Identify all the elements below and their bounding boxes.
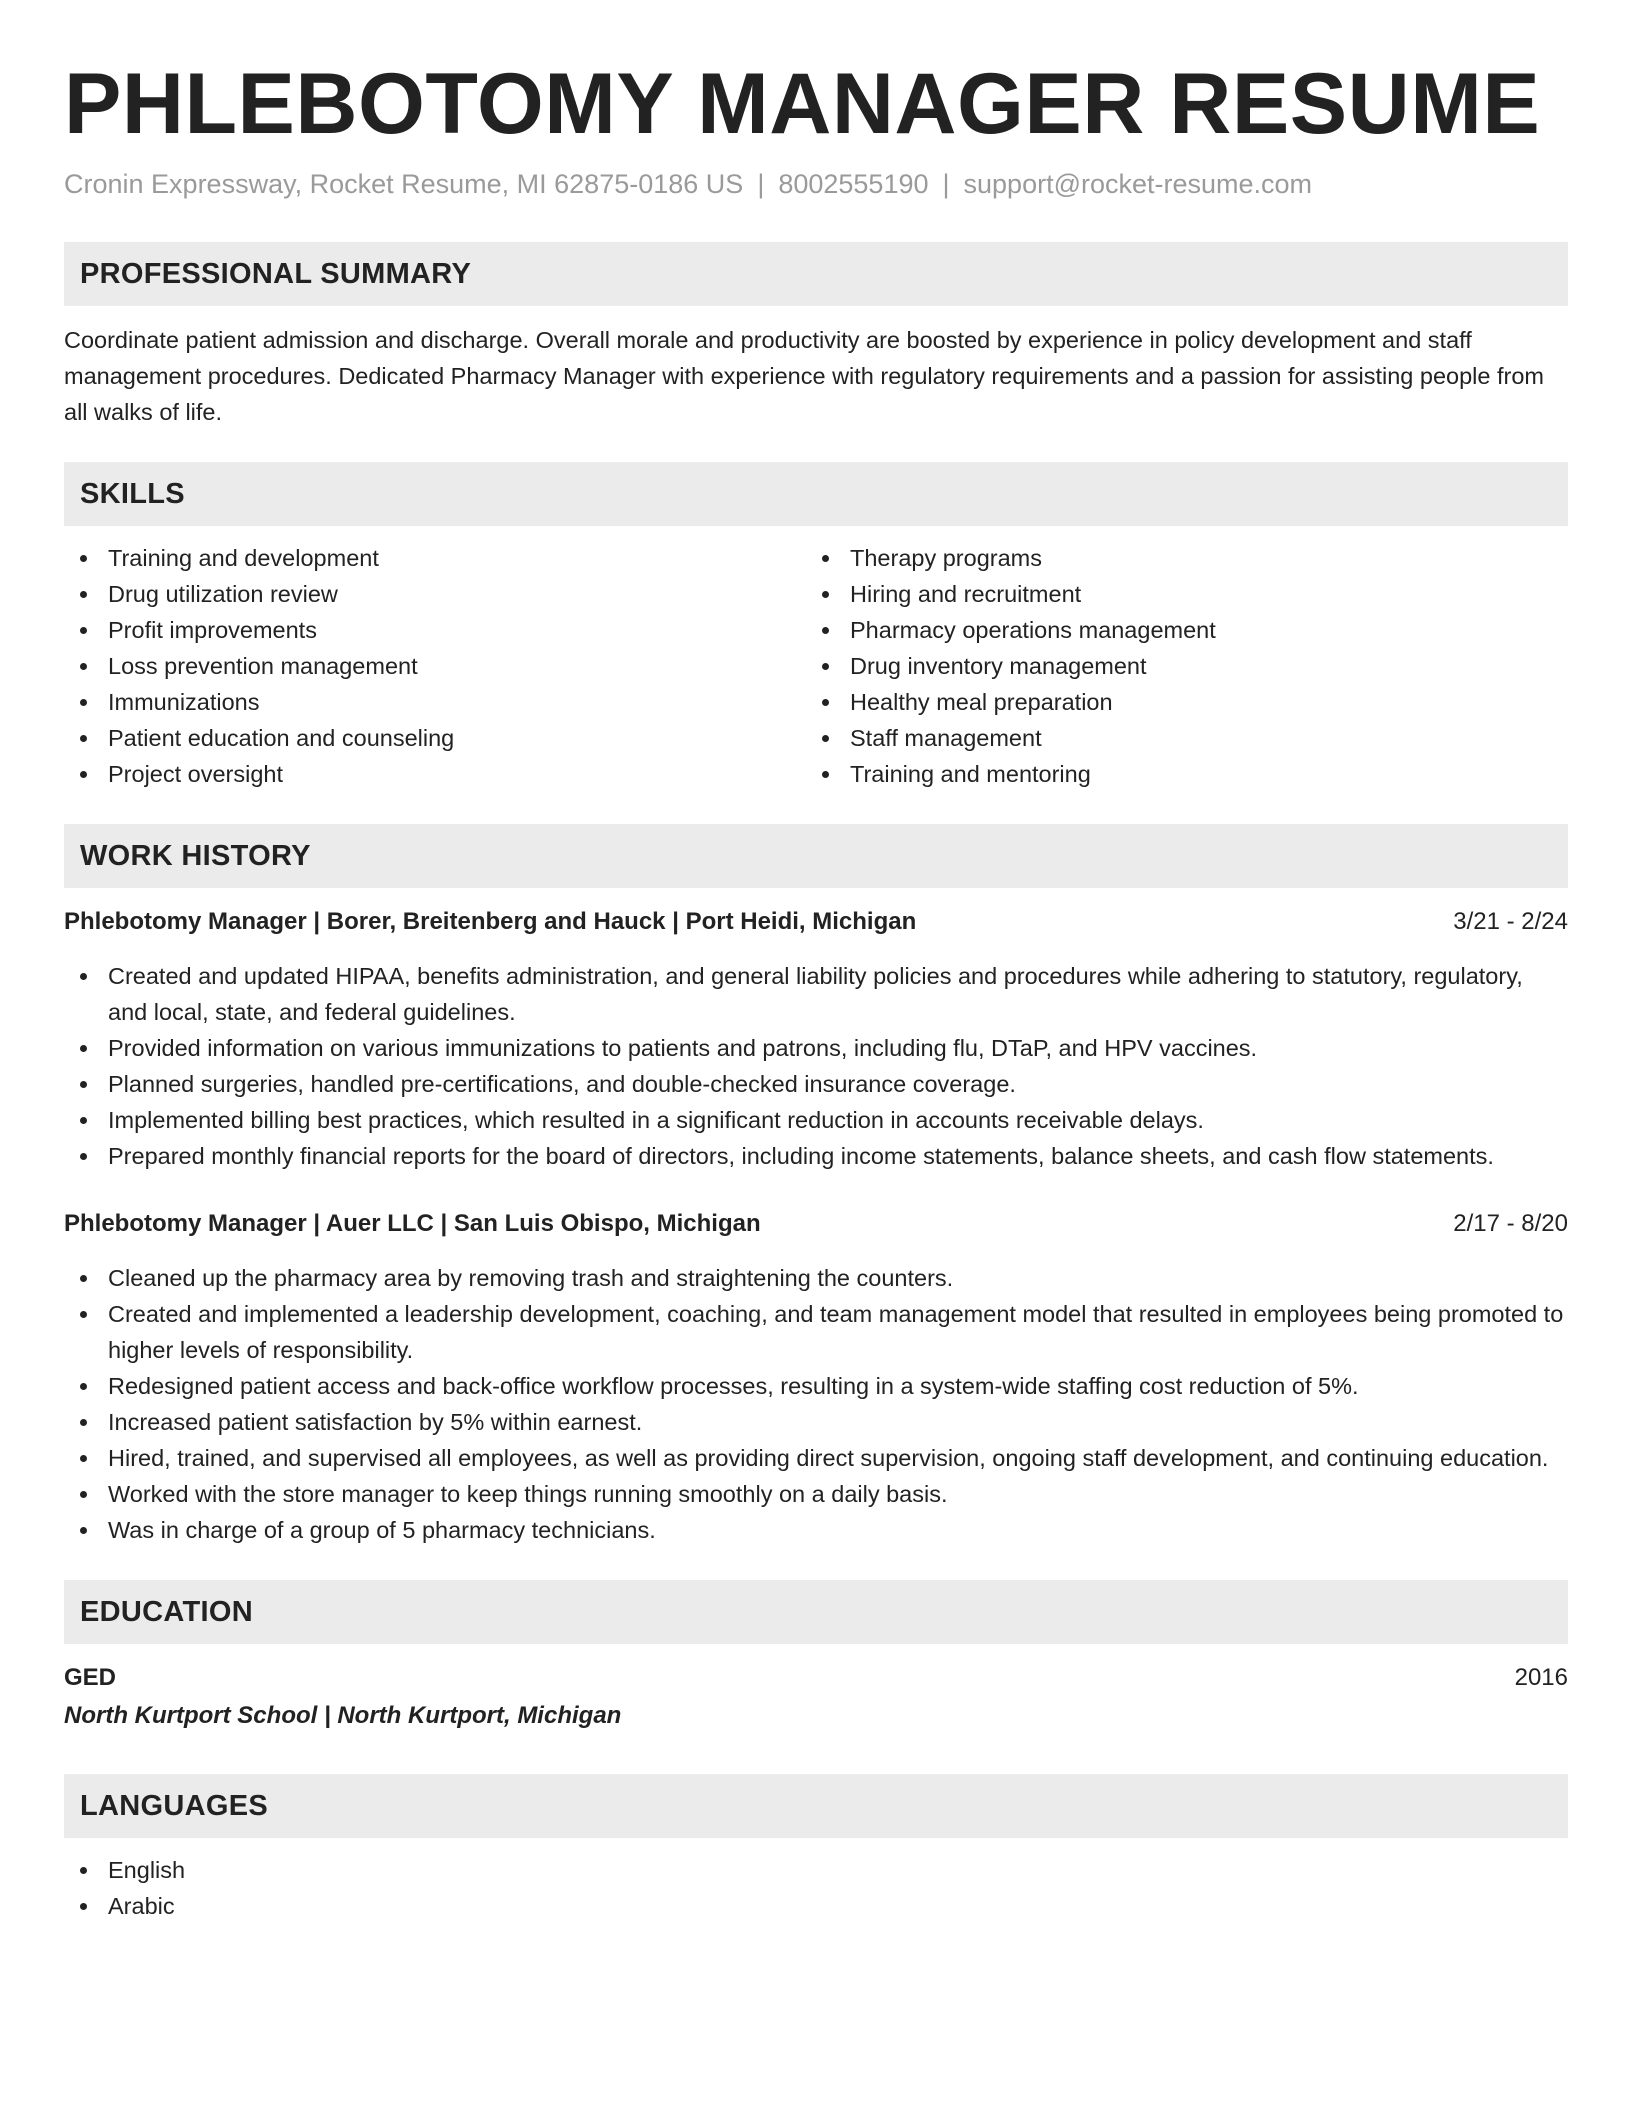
job-bullet: Implemented billing best practices, which resulted in a significant reduction in accounts receivable delays.: [64, 1102, 1568, 1138]
skill-item: Project oversight: [64, 756, 806, 792]
section-heading-languages: LANGUAGES: [64, 1774, 1568, 1838]
job-entry: [64, 1206, 1568, 1548]
language-item: English: [64, 1852, 1568, 1888]
job-bullet: Increased patient satisfaction by 5% within earnest.: [64, 1404, 1568, 1440]
contact-line: [64, 166, 1568, 202]
job-dates: 2/17 - 8/20: [1453, 1210, 1568, 1237]
job-title: Phlebotomy Manager | Auer LLC | San Luis Obispo, Michigan: [64, 1210, 761, 1237]
skill-item: Therapy programs: [806, 540, 1548, 576]
job-bullet: Created and updated HIPAA, benefits administration, and general liability policies and procedures while adhering to statutory, regulatory, and local, state, and federal guidelines.: [64, 958, 1568, 1030]
language-item: Arabic: [64, 1888, 1568, 1924]
education-school: North Kurtport School | North Kurtport, Michigan: [64, 1702, 622, 1729]
skill-item: Training and development: [64, 540, 806, 576]
job-bullet: Hired, trained, and supervised all employees, as well as providing direct supervision, ongoing staff development, and continuing education.: [64, 1440, 1568, 1476]
section-heading-education: EDUCATION: [64, 1580, 1568, 1644]
summary-text: Coordinate patient admission and discharge. Overall morale and productivity are boosted by experience in policy development and staff management procedures. Dedicated Pharmacy Manager with experience with regulatory requirements and a passion for assisting people from all walks of life.: [64, 327, 1544, 425]
job-bullet: Cleaned up the pharmacy area by removing trash and straightening the counters.: [64, 1260, 1568, 1296]
education-header: [64, 1660, 1568, 1696]
section-heading-skills: SKILLS: [64, 462, 1568, 526]
resume-page: [64, 52, 1568, 1924]
skills-grid: [64, 540, 1568, 792]
job-dates: 3/21 - 2/24: [1453, 908, 1568, 935]
skill-item: Drug utilization review: [64, 576, 806, 612]
job-bullets: [64, 1260, 1568, 1548]
job-header: [64, 1206, 1568, 1242]
work-section: [64, 824, 1568, 1548]
skill-item: Staff management: [806, 720, 1548, 756]
contact-separator: |: [942, 169, 950, 199]
section-heading-summary: PROFESSIONAL SUMMARY: [64, 242, 1568, 306]
education-section: [64, 1580, 1568, 1734]
education-year: 2016: [1514, 1664, 1568, 1691]
job-bullet: Worked with the store manager to keep things running smoothly on a daily basis.: [64, 1476, 1568, 1512]
job-bullet: Prepared monthly financial reports for the board of directors, including income statements, balance sheets, and cash flow statements.: [64, 1138, 1568, 1174]
job-entry: [64, 904, 1568, 1174]
skill-item: Healthy meal preparation: [806, 684, 1548, 720]
skill-item: Immunizations: [64, 684, 806, 720]
skill-item: Hiring and recruitment: [806, 576, 1548, 612]
contact-phone[interactable]: 8002555190: [778, 169, 929, 199]
skill-item: Drug inventory management: [806, 648, 1548, 684]
job-title: Phlebotomy Manager | Borer, Breitenberg and Hauck | Port Heidi, Michigan: [64, 908, 917, 935]
job-bullet: Planned surgeries, handled pre-certifications, and double-checked insurance coverage.: [64, 1066, 1568, 1102]
languages-section: [64, 1774, 1568, 1924]
contact-address: Cronin Expressway, Rocket Resume, MI 62875-0186 US: [64, 169, 744, 199]
job-bullet: Redesigned patient access and back-office workflow processes, resulting in a system-wide staffing cost reduction of 5%.: [64, 1368, 1568, 1404]
skill-item: Loss prevention management: [64, 648, 806, 684]
education-degree: GED: [64, 1664, 117, 1691]
summary-section: [64, 242, 1568, 430]
skills-list-right: [806, 540, 1548, 792]
job-bullet: Was in charge of a group of 5 pharmacy technicians.: [64, 1512, 1568, 1548]
job-bullet: Created and implemented a leadership development, coaching, and team management model that resulted in employees being promoted to higher levels of responsibility.: [64, 1296, 1568, 1368]
job-header: [64, 904, 1568, 940]
resume-title: PHLEBOTOMY MANAGER RESUME: [64, 56, 1541, 152]
contact-email[interactable]: support@rocket-resume.com: [963, 169, 1313, 199]
languages-list: [64, 1852, 1568, 1924]
job-bullets: [64, 958, 1568, 1174]
skill-item: Training and mentoring: [806, 756, 1548, 792]
job-bullet: Provided information on various immunizations to patients and patrons, including flu, DTaP, and HPV vaccines.: [64, 1030, 1568, 1066]
skills-section: [64, 462, 1568, 792]
skills-list-left: [64, 540, 806, 792]
section-heading-work: WORK HISTORY: [64, 824, 1568, 888]
contact-separator: |: [757, 169, 765, 199]
skill-item: Pharmacy operations management: [806, 612, 1548, 648]
skill-item: Profit improvements: [64, 612, 806, 648]
skill-item: Patient education and counseling: [64, 720, 806, 756]
